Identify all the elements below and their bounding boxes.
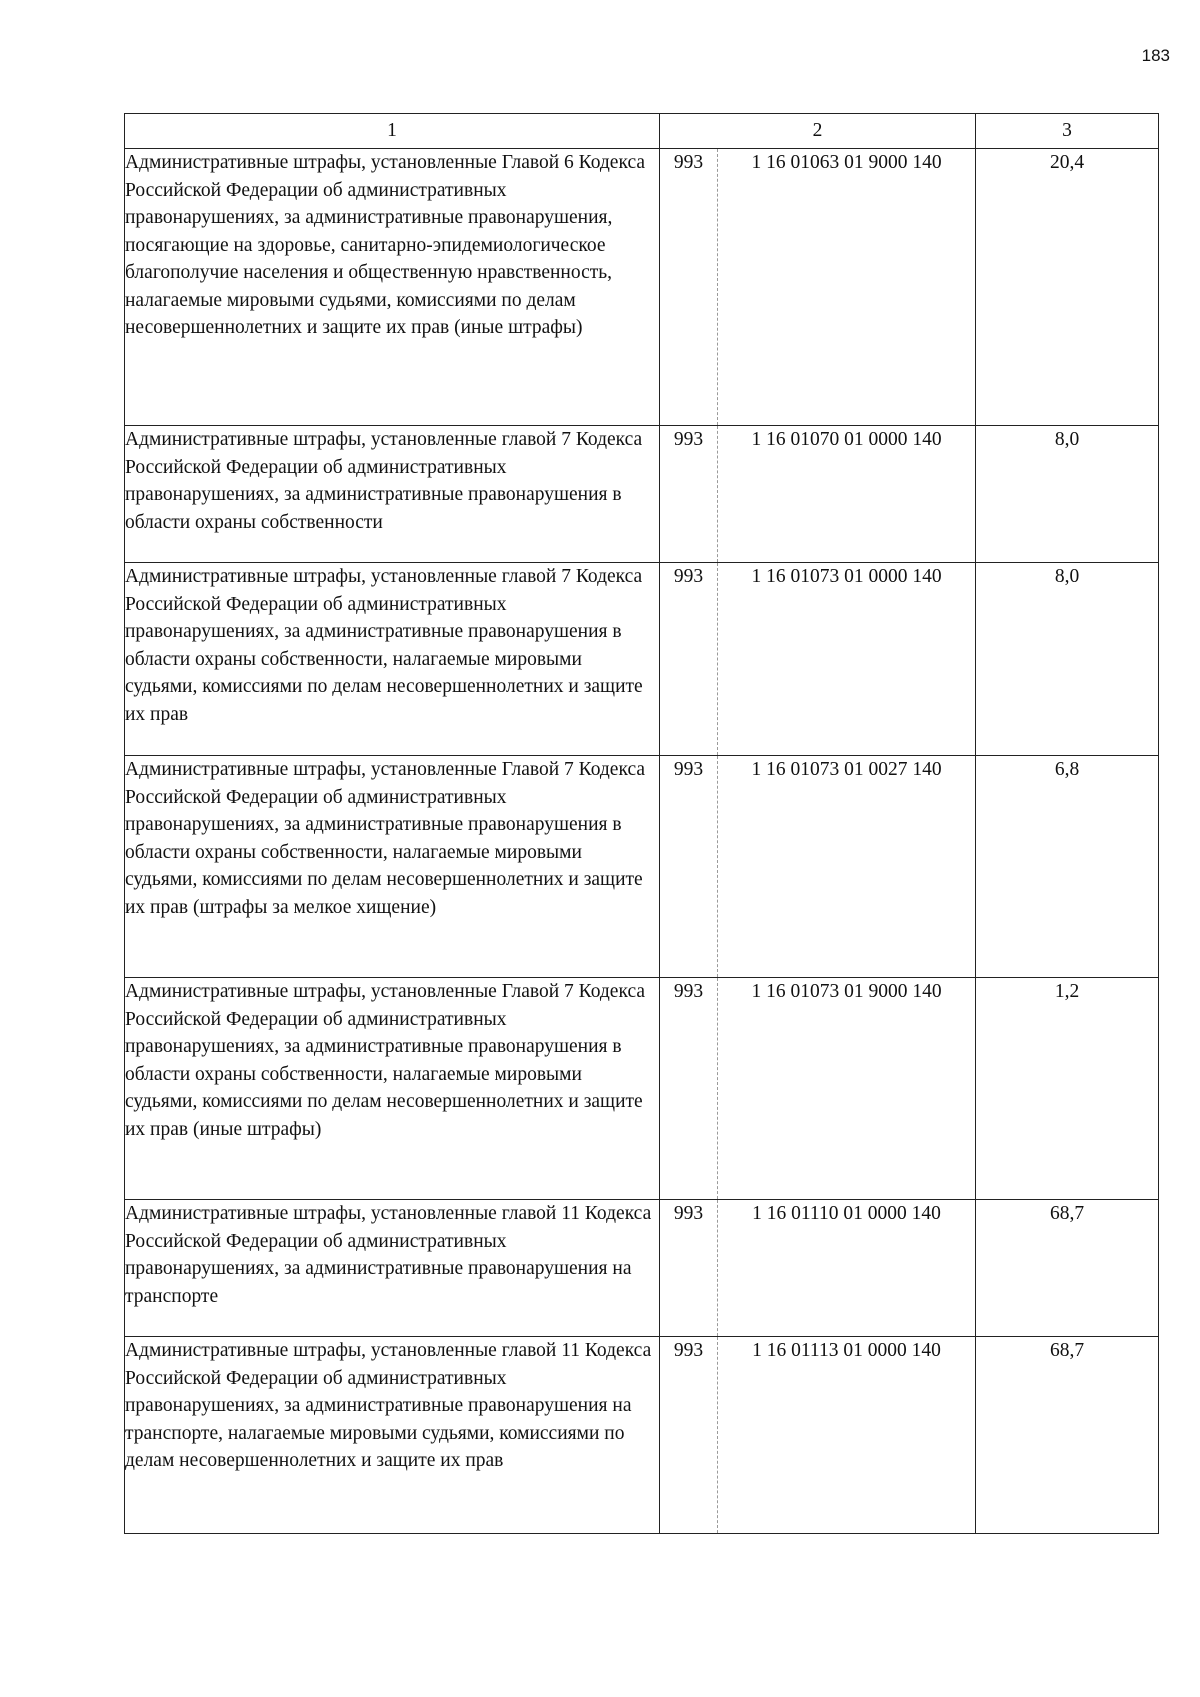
table-row <box>125 426 1159 563</box>
header-col-3: 3 <box>976 114 1159 149</box>
budget-table <box>124 113 1159 1534</box>
amount: 20,4 <box>976 149 1159 426</box>
header-col-2: 2 <box>660 114 976 149</box>
admin-code: 993 <box>660 978 718 1200</box>
amount: 68,7 <box>976 1200 1159 1337</box>
admin-code: 993 <box>660 756 718 978</box>
table-header-row <box>125 114 1159 149</box>
fine-description: Административные штрафы, установленные Главой 7 Кодекса Российской Федерации об административных правонарушениях, за административные правонарушения в области охраны собственности, налагаемые мировыми судьями, комиссиями по делам несовершеннолетних и защите их прав (штрафы за мелкое хищение) <box>125 756 660 978</box>
table-row <box>125 978 1159 1200</box>
table-row <box>125 563 1159 756</box>
table-row <box>125 1337 1159 1534</box>
amount: 8,0 <box>976 426 1159 563</box>
admin-code: 993 <box>660 563 718 756</box>
budget-classification-code: 1 16 01073 01 9000 140 <box>718 978 976 1200</box>
budget-classification-code: 1 16 01110 01 0000 140 <box>718 1200 976 1337</box>
amount: 68,7 <box>976 1337 1159 1534</box>
table-row <box>125 1200 1159 1337</box>
table-row <box>125 149 1159 426</box>
budget-classification-code: 1 16 01070 01 0000 140 <box>718 426 976 563</box>
budget-classification-code: 1 16 01073 01 0000 140 <box>718 563 976 756</box>
fine-description: Административные штрафы, установленные главой 11 Кодекса Российской Федерации об административных правонарушениях, за административные правонарушения на транспорте, налагаемые мировыми судьями, комиссиями по делам несовершеннолетних и защите их прав <box>125 1337 660 1534</box>
admin-code: 993 <box>660 149 718 426</box>
page-number: 183 <box>1141 46 1170 65</box>
admin-code: 993 <box>660 426 718 563</box>
budget-classification-code: 1 16 01073 01 0027 140 <box>718 756 976 978</box>
fine-description: Административные штрафы, установленные главой 7 Кодекса Российской Федерации об административных правонарушениях, за административные правонарушения в области охраны собственности <box>125 426 660 563</box>
budget-classification-code: 1 16 01063 01 9000 140 <box>718 149 976 426</box>
fine-description: Административные штрафы, установленные Главой 6 Кодекса Российской Федерации об административных правонарушениях, за административные правонарушения, посягающие на здоровье, санитарно-эпидемиологическое благополучие населения и общественную нравственность, налагаемые мировыми судьями, комиссиями по делам несовершеннолетних и защите их прав (иные штрафы) <box>125 149 660 426</box>
table-row <box>125 756 1159 978</box>
fine-description: Административные штрафы, установленные главой 11 Кодекса Российской Федерации об административных правонарушениях, за административные правонарушения на транспорте <box>125 1200 660 1337</box>
fine-description: Административные штрафы, установленные Главой 7 Кодекса Российской Федерации об административных правонарушениях, за административные правонарушения в области охраны собственности, налагаемые мировыми судьями, комиссиями по делам несовершеннолетних и защите их прав (иные штрафы) <box>125 978 660 1200</box>
amount: 8,0 <box>976 563 1159 756</box>
amount: 6,8 <box>976 756 1159 978</box>
budget-classification-code: 1 16 01113 01 0000 140 <box>718 1337 976 1534</box>
header-col-1: 1 <box>125 114 660 149</box>
admin-code: 993 <box>660 1337 718 1534</box>
amount: 1,2 <box>976 978 1159 1200</box>
admin-code: 993 <box>660 1200 718 1337</box>
fine-description: Административные штрафы, установленные главой 7 Кодекса Российской Федерации об административных правонарушениях, за административные правонарушения в области охраны собственности, налагаемые мировыми судьями, комиссиями по делам несовершеннолетних и защите их прав <box>125 563 660 756</box>
